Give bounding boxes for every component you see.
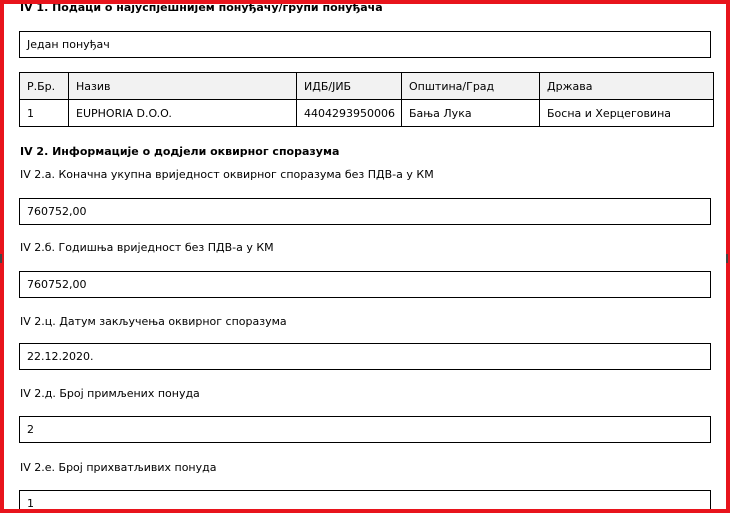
field-value-received-bids: 2 [19,416,711,443]
table-header-row [20,73,714,100]
field-value-conclusion-date: 22.12.2020. [19,343,711,370]
field-value-acceptable-bids: 1 [19,490,711,513]
col-header-number: Р.Бр. [20,73,69,100]
field-label-acceptable-bids: IV 2.е. Број прихватљивих понуда [20,461,217,474]
cell-id: 4404293950006 [297,100,402,127]
section-title-iv1: IV 1. Подаци о најуспјешнијем понуђачу/групи понуђача [20,1,383,14]
col-header-municipality: Општина/Град [402,73,540,100]
section-title-iv2: IV 2. Информације о додјели оквирног споразума [20,145,340,158]
col-header-name: Назив [69,73,297,100]
bidder-count-value: Један понуђач [19,31,711,58]
col-header-country: Држава [540,73,714,100]
page-edge-mark-right [726,254,728,263]
field-label-annual-value: IV 2.б. Годишња вриједност без ПДВ-а у КМ [20,241,274,254]
table-row [20,100,714,127]
field-value-total-value: 760752,00 [19,198,711,225]
field-label-received-bids: IV 2.д. Број примљених понуда [20,387,200,400]
bidder-table [19,72,714,127]
col-header-id: ИДБ/ЈИБ [297,73,402,100]
cell-number: 1 [20,100,69,127]
page-edge-mark-left [0,254,2,263]
cell-name: EUPHORIA D.O.O. [69,100,297,127]
field-value-annual-value: 760752,00 [19,271,711,298]
field-label-conclusion-date: IV 2.ц. Датум закључења оквирног споразума [20,315,287,328]
field-label-total-value: IV 2.а. Коначна укупна вриједност оквирног споразума без ПДВ-а у КМ [20,168,434,181]
cell-municipality: Бања Лука [402,100,540,127]
cell-country: Босна и Херцеговина [540,100,714,127]
